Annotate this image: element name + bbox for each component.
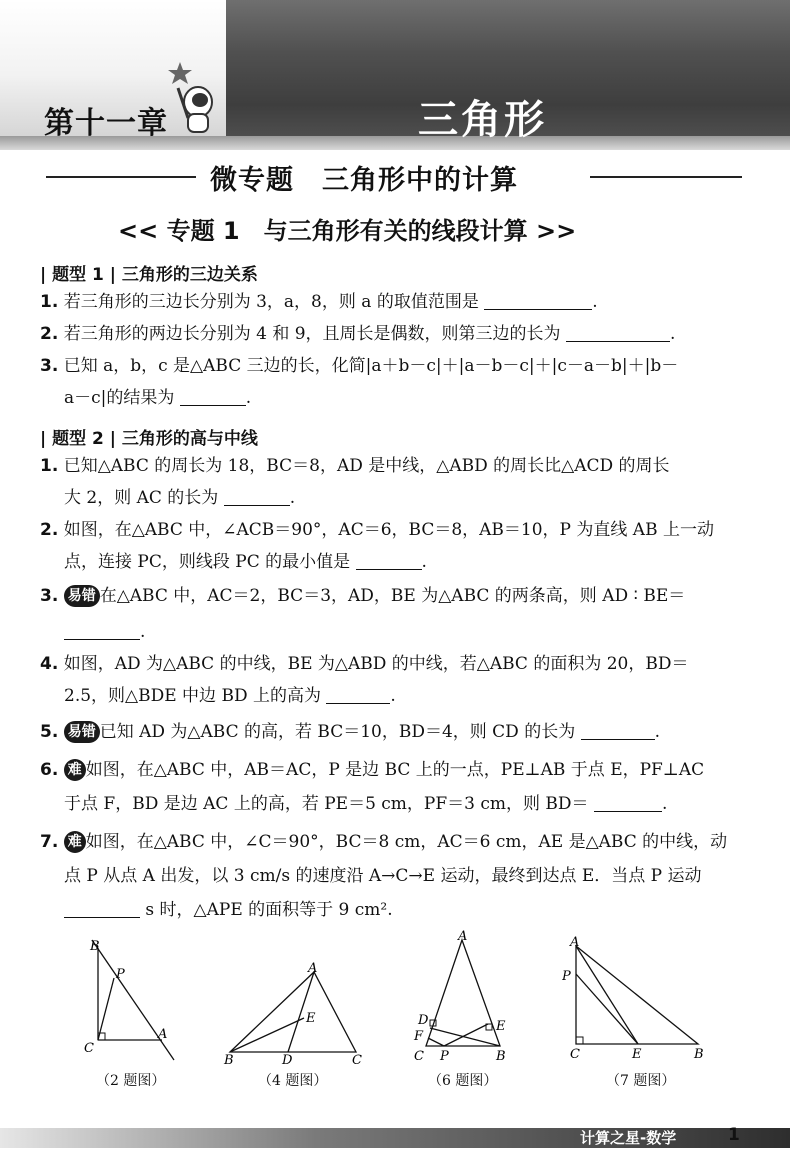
question-number: 6. [40,760,59,780]
type2-question-7-line3 [64,898,776,922]
question-end: . [654,722,661,742]
question-end: . [592,292,598,312]
question-number: 2. [40,324,59,344]
question-end: . [289,488,296,508]
question-end: . [140,622,146,642]
question-text: 已知 a，b，c 是△ABC 三边的长，化简|a＋b－c|＋|a－b－c|＋|c－a－b|＋|b－ [63,356,679,376]
question-text: 2.5，则△BDE 中边 BD 上的高为 [64,686,321,706]
question-text: 已知△ABC 的周长为 18，BC＝8，AD 是中线，△ABD 的周长比△ACD 的周长 [63,456,670,476]
question-text: 已知 AD 为△ABC 的高，若 BC＝10，BD＝4，则 CD 的长为 [99,722,576,742]
fig6-label-f: F [414,1029,424,1044]
fig4-label-d: D [282,1053,293,1066]
type2-question-7-line2 [64,864,776,888]
type2-question-3-line1 [40,584,752,608]
question-text: 如图，在△ABC 中，AB＝AC，P 是边 BC 上的一点，PE⊥AB 于点 E，PF⊥AC [85,760,705,780]
error-prone-badge: 易错 [64,585,100,607]
type2-question-2-line2 [64,550,776,574]
difficult-badge: 难 [64,759,86,781]
type2-question-4-line2 [64,684,776,708]
fig2-label-a: A [158,1027,168,1042]
question-end: . [245,388,252,408]
question-text: 如图，AD 为△ABC 的中线，BE 为△ABD 的中线，若△ABC 的面积为 20，BD＝ [63,654,689,674]
answer-blank[interactable] [566,323,670,342]
type2-question-2-line1 [40,518,752,542]
type2-heading: | 题型 2 | 三角形的高与中线 [40,429,258,449]
question-end: . [661,794,668,814]
question-number: 4. [40,654,59,674]
fig6-caption: （6 题图） [428,1073,498,1089]
type2-question-1-line2 [64,486,776,510]
type2-question-1-line1 [40,454,752,478]
question-text: 点 P 从点 A 出发，以 3 cm/s 的速度沿 A→C→E 运动，最终到达点 E．当点 P 运动 [64,866,702,886]
figure-2 [74,934,184,1064]
question-number: 3. [40,586,59,606]
answer-blank[interactable] [484,291,592,310]
type2-question-6-line1 [40,758,752,782]
type2-question-4-line1 [40,652,752,676]
type2-question-6-line2 [64,792,776,816]
fig7-label-b: B [694,1047,704,1062]
type1-question-1 [40,290,752,314]
error-prone-badge: 易错 [64,721,100,743]
answer-blank[interactable] [326,685,390,704]
question-number: 3. [40,356,59,376]
fig6-label-d: D [418,1013,429,1028]
question-text: 点，连接 PC，则线段 PC 的最小值是 [64,552,351,572]
question-text: a－c|的结果为 [64,388,175,408]
answer-blank[interactable] [64,621,140,640]
difficult-badge: 难 [64,831,86,853]
fig4-label-e: E [306,1011,316,1026]
type2-question-5 [40,720,752,744]
figure-7 [562,934,722,1064]
question-text: 若三角形的三边长分别为 3，a，8，则 a 的取值范围是 [63,292,479,312]
type2-question-3-line2 [64,620,776,644]
answer-blank[interactable] [64,899,140,918]
type2-question-7-line1 [40,830,752,854]
question-end: . [390,686,396,706]
page-number: 1 [728,1125,740,1145]
fig7-label-a: A [570,935,580,950]
answer-blank[interactable] [224,487,290,506]
type1-question-2 [40,322,752,346]
chapter-title: 三角形 [418,97,547,143]
question-number: 1. [40,456,59,476]
question-text: 大 2，则 AC 的长为 [64,488,219,508]
type1-question-3-line2 [64,386,776,410]
question-number: 7. [40,832,59,852]
fig2-label-c: C [84,1041,94,1056]
question-end: . [669,324,676,344]
fig7-label-c: C [570,1047,580,1062]
chapter-label: 第十一章 [44,106,168,141]
astronaut-mascot-icon [162,58,222,138]
question-number: 2. [40,520,59,540]
subtitle-rule-left [46,176,196,178]
fig4-label-b: B [224,1053,234,1066]
fig6-label-a: A [458,929,468,944]
fig2-label-b: B [90,939,100,954]
question-number: 1. [40,292,59,312]
fig6-label-e: E [496,1019,506,1034]
subtitle: 微专题 三角形中的计算 [210,165,518,196]
question-text: 在△ABC 中，AC＝2，BC＝3，AD，BE 为△ABC 的两条高，则 AD ∶ BE＝ [99,586,686,606]
figure-6 [408,928,518,1066]
answer-blank[interactable] [594,793,662,812]
fig6-label-p: P [440,1049,449,1064]
footer-brand: 计算之星-数学 [580,1129,677,1147]
fig2-caption: （2 题图） [96,1073,166,1089]
question-text: 如图，在△ABC 中，∠C＝90°，BC＝8 cm，AC＝6 cm，AE 是△ABC 的中线，动 [85,832,728,852]
subtitle-rule-right [590,176,742,178]
question-text: 如图，在△ABC 中，∠ACB＝90°，AC＝6，BC＝8，AB＝10，P 为直线 AB 上一动 [63,520,714,540]
topic-title: << 专题 1 与三角形有关的线段计算 >> [118,217,577,245]
fig7-label-p: P [562,969,571,984]
question-text: 于点 F，BD 是边 AC 上的高，若 PE＝5 cm，PF＝3 cm，则 BD＝ [64,794,589,814]
fig6-label-c: C [414,1049,424,1064]
answer-blank[interactable] [356,551,422,570]
fig4-caption: （4 题图） [258,1073,328,1089]
figure-4 [222,960,372,1066]
answer-blank[interactable] [581,721,655,740]
question-text: s 时，△APE 的面积等于 9 cm². [145,900,393,920]
type1-heading: | 题型 1 | 三角形的三边关系 [40,265,258,285]
question-text: 若三角形的两边长分别为 4 和 9，且周长是偶数，则第三边的长为 [63,324,561,344]
fig2-label-p: P [116,967,125,982]
type1-question-3-line1 [40,354,752,378]
fig4-label-c: C [352,1053,362,1066]
fig4-label-a: A [308,961,318,976]
fig7-label-e: E [632,1047,642,1062]
question-end: . [421,552,427,572]
question-number: 5. [40,722,59,742]
fig7-caption: （7 题图） [606,1073,676,1089]
answer-blank[interactable] [180,387,246,406]
fig6-label-b: B [496,1049,506,1064]
